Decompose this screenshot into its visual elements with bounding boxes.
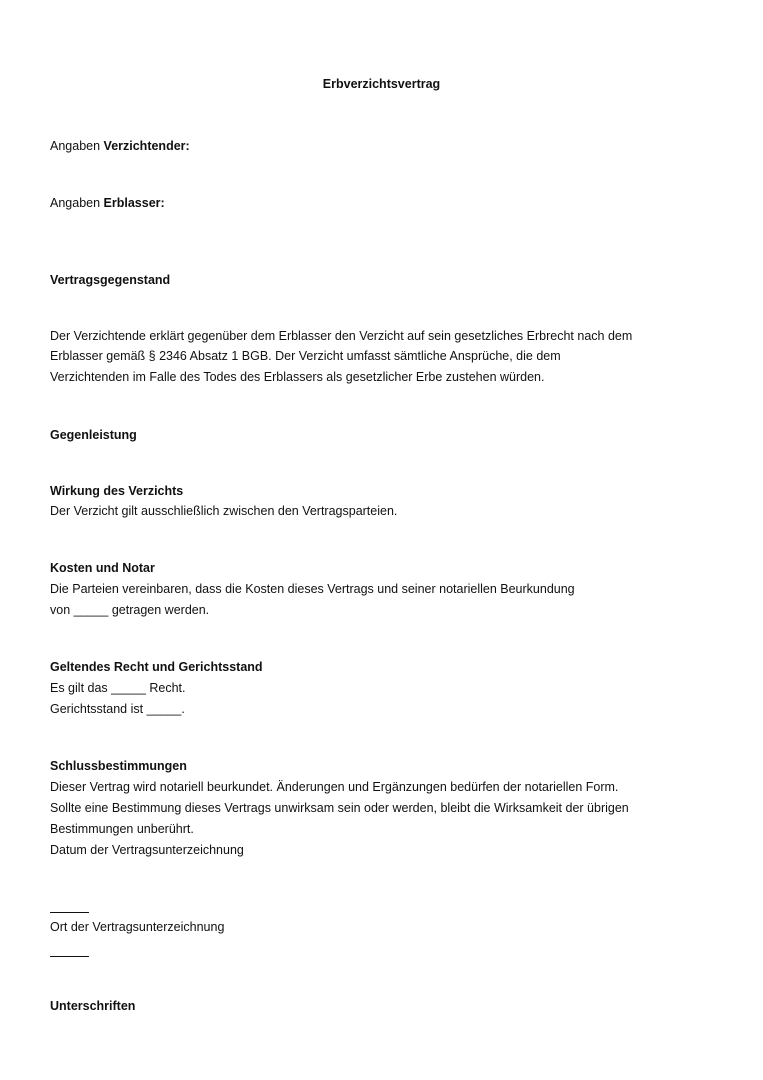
kosten-heading: Kosten und Notar [50,561,155,575]
vertragsgegenstand-heading: Vertragsgegenstand [50,273,171,287]
ort-signature-line [50,956,89,957]
gegenleistung-heading: Gegenleistung [50,428,137,442]
vertragsgegenstand-line-3: Verzichtenden im Falle des Todes des Erblassers als gesetzlicher Erbe zustehen würden. [50,370,545,384]
recht-heading: Geltendes Recht und Gerichtsstand [50,660,263,674]
datum-signature-line [50,912,89,913]
erblasser-label: Erblasser: [103,196,165,210]
verzichtender-info [50,138,190,154]
schluss-line-3: Bestimmungen unberührt. [50,822,194,836]
kosten-line-1: Die Parteien vereinbaren, dass die Kosten dieses Vertrags und seiner notariellen Beurkundung [50,582,575,596]
erblasser-prefix: Angaben [50,196,101,210]
verzichtender-label: Verzichtender: [103,139,190,153]
verzichtender-prefix: Angaben [50,139,101,153]
schluss-line-1: Dieser Vertrag wird notariell beurkundet. Änderungen und Ergänzungen bedürfen der notariellen Form. [50,780,619,794]
erblasser-info [50,195,165,211]
schluss-heading: Schlussbestimmungen [50,759,187,773]
document-title: Erbverzichtsvertrag [322,77,441,91]
vertragsgegenstand-line-2: Erblasser gemäß § 2346 Absatz 1 BGB. Der Verzicht umfasst sämtliche Ansprüche, die dem [50,349,561,363]
unterschriften-heading: Unterschriften [50,999,136,1013]
datum-label: Datum der Vertragsunterzeichnung [50,843,244,857]
vertragsgegenstand-line-1: Der Verzichtende erklärt gegenüber dem Erblasser den Verzicht auf sein gesetzliches Erbrecht nach dem [50,329,633,343]
ort-label: Ort der Vertragsunterzeichnung [50,920,225,934]
kosten-line-2: von _____ getragen werden. [50,603,210,617]
recht-line-1: Es gilt das _____ Recht. [50,681,186,695]
schluss-line-2: Sollte eine Bestimmung dieses Vertrags unwirksam sein oder werden, bleibt die Wirksamkeit der übrigen [50,801,629,815]
wirkung-text: Der Verzicht gilt ausschließlich zwischen den Vertragsparteien. [50,504,398,518]
recht-line-2: Gerichtsstand ist _____. [50,702,185,716]
wirkung-heading: Wirkung des Verzichts [50,484,184,498]
